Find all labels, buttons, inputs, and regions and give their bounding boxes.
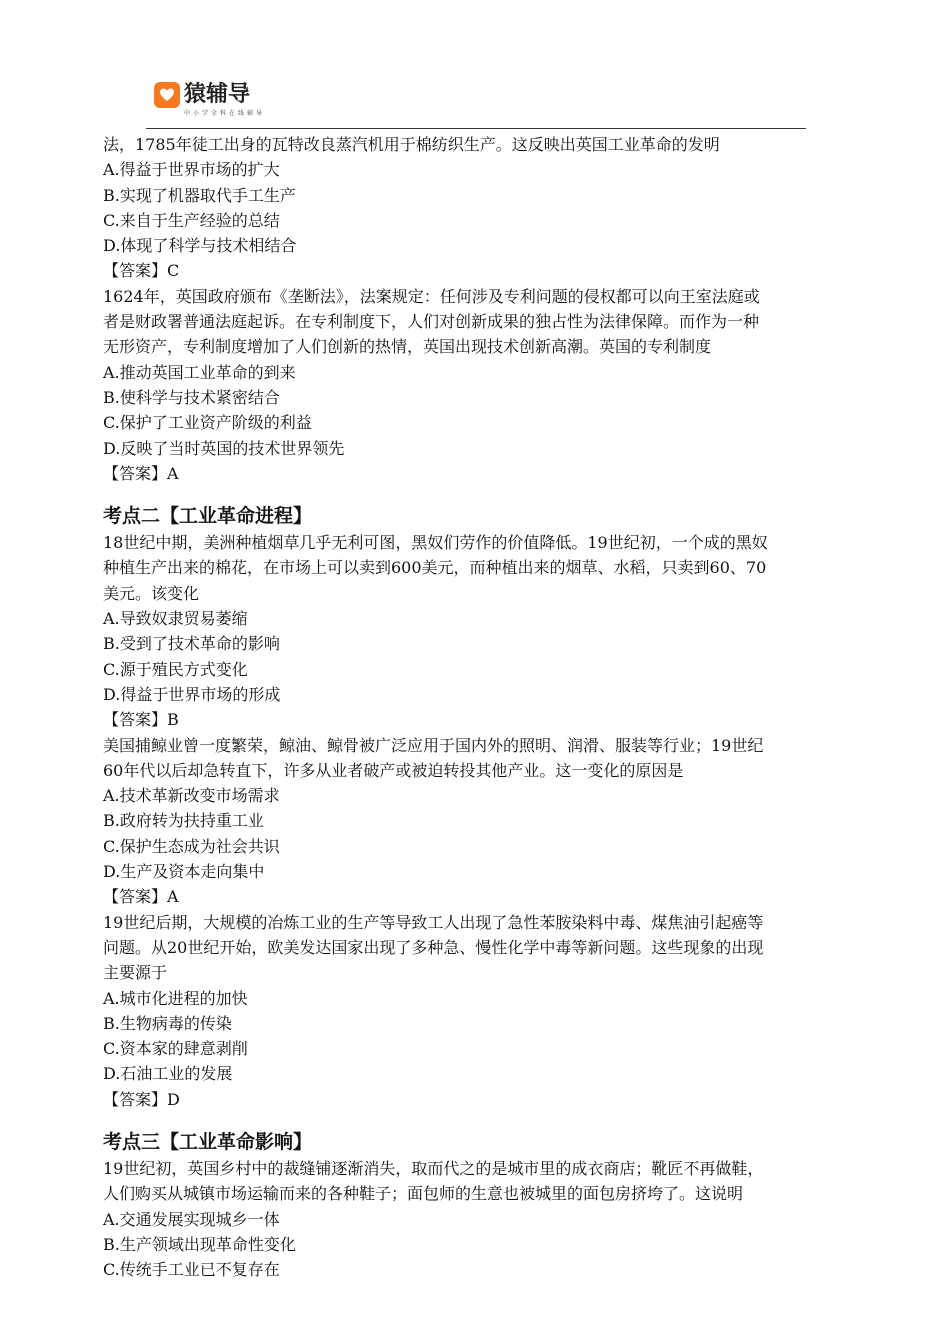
text-line: C.资本家的肆意剥削 xyxy=(103,1039,248,1059)
text-line: D.生产及资本走向集中 xyxy=(103,862,265,882)
heart-icon xyxy=(154,82,180,108)
text-line: 美元。该变化 xyxy=(103,583,200,603)
page-header xyxy=(146,78,806,130)
text-line: C.保护了工业资产阶级的利益 xyxy=(103,413,312,433)
section-heading: 考点三【工业革命影响】 xyxy=(103,1130,313,1153)
text-line: B.实现了机器取代手工生产 xyxy=(103,185,296,205)
text-line: 人们购买从城镇市场运输而来的各种鞋子；面包师的生意也被城里的面包房挤垮了。这说明 xyxy=(103,1184,744,1204)
text-line: D.反映了当时英国的技术世界领先 xyxy=(103,438,345,458)
text-line: A.导致奴隶贸易萎缩 xyxy=(103,609,248,629)
text-line: D.体现了科学与技术相结合 xyxy=(103,236,297,256)
text-line: C.来自于生产经验的总结 xyxy=(103,210,280,230)
text-line: 1624年，英国政府颁布《垄断法》，法案规定：任何涉及专利问题的侵权都可以向王室法庭或 xyxy=(103,286,760,306)
text-line: 种植生产出来的棉花，在市场上可以卖到600美元，而种植出来的烟草、水稻，只卖到60、70 xyxy=(103,558,767,578)
text-line: 【答案】A xyxy=(103,887,179,907)
logo-subtitle: 中小学全科在线辅导 xyxy=(184,110,266,117)
text-line: 【答案】D xyxy=(103,1089,180,1109)
text-line: B.生产领域出现革命性变化 xyxy=(103,1234,296,1254)
text-line: B.受到了技术革命的影响 xyxy=(103,634,280,654)
text-line: A.推动英国工业革命的到来 xyxy=(103,362,296,382)
text-line: 18世纪中期，美洲种植烟草几乎无利可图，黑奴们劳作的价值降低。19世纪初，一个成的黑奴 xyxy=(103,533,768,553)
text-line: A.城市化进程的加快 xyxy=(103,988,248,1008)
text-line: A.技术革新改变市场需求 xyxy=(103,786,280,806)
text-line: 无形资产，专利制度增加了人们创新的热情，英国出现技术创新高潮。英国的专利制度 xyxy=(103,337,712,357)
text-line: B.使科学与技术紧密结合 xyxy=(103,387,280,407)
text-line: C.传统手工业已不复存在 xyxy=(103,1260,280,1280)
document-body xyxy=(103,132,903,1282)
text-line: A.交通发展实现城乡一体 xyxy=(103,1209,280,1229)
text-line: 问题。从20世纪开始，欧美发达国家出现了多种急、慢性化学中毒等新问题。这些现象的出现 xyxy=(103,937,764,957)
section-heading: 考点二【工业革命进程】 xyxy=(103,505,313,528)
text-line: D.石油工业的发展 xyxy=(103,1064,233,1084)
text-line: 美国捕鲸业曾一度繁荣，鲸油、鲸骨被广泛应用于国内外的照明、润滑、服装等行业；19世纪 xyxy=(103,735,764,755)
text-line: A.得益于世界市场的扩大 xyxy=(103,160,280,180)
text-line: B.生物病毒的传染 xyxy=(103,1013,232,1033)
text-line: D.得益于世界市场的形成 xyxy=(103,684,281,704)
logo-text: 猿辅导 xyxy=(184,82,251,107)
text-line: 【答案】C xyxy=(103,261,180,281)
text-line: 60年代以后却急转直下，许多从业者破产或被迫转投其他产业。这一变化的原因是 xyxy=(103,760,684,780)
text-line: 【答案】B xyxy=(103,710,179,730)
logo xyxy=(154,82,250,108)
text-line: 19世纪初，英国乡村中的裁缝铺逐渐消失，取而代之的是城市里的成衣商店；靴匠不再做鞋， xyxy=(103,1158,764,1178)
text-line: B.政府转为扶持重工业 xyxy=(103,811,264,831)
text-line: 者是财政署普通法庭起诉。在专利制度下，人们对创新成果的独占性为法律保障。而作为一种 xyxy=(103,312,760,332)
text-line: 【答案】A xyxy=(103,463,179,483)
text-line: C.保护生态成为社会共识 xyxy=(103,836,280,856)
text-line: C.源于殖民方式变化 xyxy=(103,659,248,679)
text-line: 法，1785年徒工出身的瓦特改良蒸汽机用于棉纺织生产。这反映出英国工业革命的发明 xyxy=(103,135,720,154)
text-line: 19世纪后期，大规模的冶炼工业的生产等导致工人出现了急性苯胺染料中毒、煤焦油引起癌等 xyxy=(103,912,764,932)
text-line: 主要源于 xyxy=(103,963,168,983)
header-divider xyxy=(146,128,806,129)
